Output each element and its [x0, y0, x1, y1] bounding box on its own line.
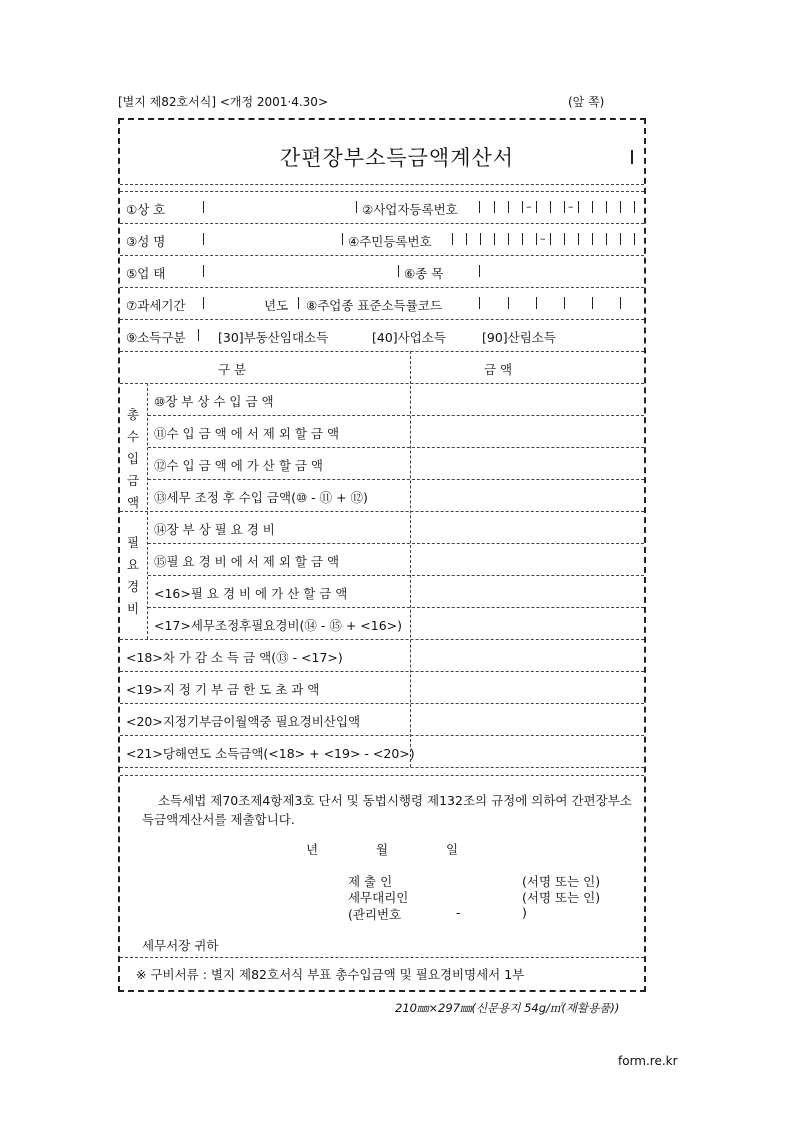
table-row-label: <20>지정기부금이월액중 필요경비산입액: [126, 714, 361, 729]
divider: [120, 511, 644, 512]
digit-box: [592, 201, 593, 213]
page-side-label: (앞 쪽): [568, 95, 605, 109]
biz-reg-no-label: ②사업자등록번호: [362, 202, 458, 217]
divider: [120, 383, 644, 384]
divider: [120, 703, 644, 704]
digit-box: [508, 297, 509, 309]
date-year-label: 년: [306, 842, 319, 857]
divider: [148, 415, 644, 416]
income-class-90-option[interactable]: [90]산림소득: [482, 330, 556, 345]
digit-box: [536, 201, 537, 213]
table-row-label: ⑫수 입 금 액 에 가 산 할 금 액: [154, 458, 324, 473]
digit-box: [508, 233, 509, 245]
divider: [148, 607, 644, 608]
title-marker: [631, 150, 633, 164]
item-label: ⑥종 목: [404, 266, 444, 281]
digit-box: [494, 233, 495, 245]
paper-spec: 210㎜×297㎜(신문용지 54g/㎡(재활용품)): [395, 1001, 620, 1015]
separator: [479, 265, 480, 277]
divider: [120, 639, 644, 640]
table-row-label: ⑭장 부 상 필 요 경 비: [154, 522, 275, 537]
digit-box: [592, 233, 593, 245]
divider: [148, 447, 644, 448]
table-row-label: <16>필 요 경 비 에 가 산 할 금 액: [154, 586, 348, 601]
business-type-label: ⑤업 태: [126, 266, 166, 281]
separator: [198, 329, 199, 341]
divider: [120, 767, 644, 768]
hyphen: –: [568, 200, 574, 213]
tax-period-year-field[interactable]: [208, 292, 260, 314]
total-revenue-group-label: 총 수 입 금 액: [126, 407, 140, 510]
amount-column-header: 금 액: [484, 362, 513, 377]
separator: [342, 233, 343, 245]
table-row-label: ⑬세무 조정 후 수입 금액(⑩ - ⑪ + ⑫): [154, 490, 368, 505]
table-row-label: ⑮필 요 경 비 에 서 제 외 할 금 액: [154, 554, 340, 569]
division-column-header: 구 분: [218, 362, 247, 377]
income-class-label: ⑨소득구분: [126, 330, 186, 345]
digit-box: [564, 297, 565, 309]
separator: [479, 201, 480, 213]
divider: [120, 223, 644, 224]
digit-box: [564, 201, 565, 213]
digit-box: [564, 233, 565, 245]
divider: [120, 775, 644, 776]
amount-cell[interactable]: [414, 546, 640, 572]
divider: [120, 191, 644, 192]
date-month-label: 월: [376, 842, 389, 857]
hyphen: –: [540, 232, 546, 245]
form-reference: [별지 제82호서식] <개정 2001·4.30>: [118, 95, 328, 109]
digit-box: [480, 233, 481, 245]
submitter-label: 제 출 인: [348, 874, 393, 889]
digit-box: [620, 201, 621, 213]
amount-cell[interactable]: [414, 578, 640, 604]
digit-box: [592, 297, 593, 309]
resident-no-field[interactable]: [456, 228, 640, 250]
digit-box: [578, 233, 579, 245]
income-class-30-option[interactable]: [30]부동산임대소득: [218, 330, 329, 345]
declaration-text: 소득세법 제70조제4항제3호 단서 및 동법시행령 제132조의 규정에 의하여 간편장부소득금액계산서를 제출합니다.: [142, 793, 632, 827]
digit-box: [620, 233, 621, 245]
amount-cell[interactable]: [414, 610, 640, 636]
divider: [120, 351, 644, 352]
table-row-label: <21>당해연도 소득금액(<18> + <19> - <20>): [126, 746, 415, 761]
trade-name-label: ①상 호: [126, 202, 166, 217]
income-class-40-option[interactable]: [40]사업소득: [372, 330, 446, 345]
separator: [452, 233, 453, 245]
tax-period-label: ⑦과세기간: [126, 298, 186, 313]
digit-box: [522, 201, 523, 213]
amount-cell[interactable]: [414, 514, 640, 540]
divider: [120, 287, 644, 288]
amount-cell[interactable]: [414, 674, 640, 700]
digit-box: [606, 233, 607, 245]
name-label: ③성 명: [126, 234, 166, 249]
divider: [120, 735, 644, 736]
separator: [356, 201, 357, 213]
digit-box: [466, 233, 467, 245]
submitter-signature[interactable]: (서명 또는 인): [522, 874, 601, 889]
mgmt-no-label: (관리번호: [348, 907, 402, 922]
required-documents-note: ※ 구비서류 : 별지 제82호서식 부표 총수입금액 및 필요경비명세서 1부: [136, 967, 525, 982]
amount-cell[interactable]: [414, 386, 640, 412]
digit-box: [550, 233, 551, 245]
business-type-field[interactable]: [208, 260, 394, 282]
divider: [120, 957, 644, 958]
table-row-label: ⑩장 부 상 수 입 금 액: [154, 394, 274, 409]
agent-label: 세무대리인: [348, 890, 409, 905]
divider: [120, 319, 644, 320]
mgmt-no-close: ): [522, 905, 527, 920]
separator: [203, 233, 204, 245]
industry-code-label: ⑧주업종 표준소득률코드: [306, 298, 442, 313]
digit-box: [522, 233, 523, 245]
separator: [203, 201, 204, 213]
group-column-divider: [147, 383, 148, 639]
amount-cell[interactable]: [414, 706, 640, 732]
table-row-label: <18>차 가 감 소 득 금 액(⑬ - <17>): [126, 650, 343, 665]
divider: [120, 255, 644, 256]
divider: [148, 575, 644, 576]
digit-box: [508, 201, 509, 213]
digit-box: [606, 201, 607, 213]
date-day-label: 일: [446, 842, 459, 857]
separator: [298, 297, 299, 309]
amount-cell[interactable]: [414, 642, 640, 668]
amount-column-divider: [410, 351, 411, 767]
resident-no-label: ④주민등록번호: [348, 234, 432, 249]
amount-cell[interactable]: [414, 450, 640, 476]
separator: [479, 297, 480, 309]
item-field[interactable]: [484, 260, 640, 282]
digit-box: [550, 201, 551, 213]
table-row-label: <17>세무조정후필요경비(⑭ - ⑮ + <16>): [154, 618, 403, 633]
hyphen: –: [526, 200, 532, 213]
year-unit-label: 년도: [264, 298, 289, 313]
separator: [203, 297, 204, 309]
separator: [398, 265, 399, 277]
digit-box: [634, 201, 635, 213]
addressee: 세무서장 귀하: [142, 938, 219, 953]
separator: [203, 265, 204, 277]
digit-box: [494, 201, 495, 213]
digit-box: [578, 201, 579, 213]
divider: [120, 671, 644, 672]
agent-signature[interactable]: (서명 또는 인): [522, 890, 601, 905]
divider: [148, 543, 644, 544]
amount-cell[interactable]: [414, 482, 640, 508]
table-row-label: <19>지 정 기 부 금 한 도 초 과 액: [126, 682, 320, 697]
digit-box: [634, 233, 635, 245]
divider: [120, 184, 644, 185]
name-field[interactable]: [208, 228, 338, 250]
mgmt-no-dash: -: [456, 905, 461, 920]
site-watermark[interactable]: form.re.kr: [618, 1054, 678, 1068]
trade-name-field[interactable]: [208, 196, 352, 218]
expense-group-label: 필 요 경 비: [126, 535, 140, 616]
table-row-label: ⑪수 입 금 액 에 서 제 외 할 금 액: [154, 426, 340, 441]
form-title: 간편장부소득금액계산서: [279, 146, 515, 170]
amount-cell[interactable]: [414, 418, 640, 444]
digit-box: [620, 297, 621, 309]
divider: [148, 479, 644, 480]
digit-box: [536, 233, 537, 245]
amount-cell[interactable]: [414, 738, 640, 764]
digit-box: [536, 297, 537, 309]
